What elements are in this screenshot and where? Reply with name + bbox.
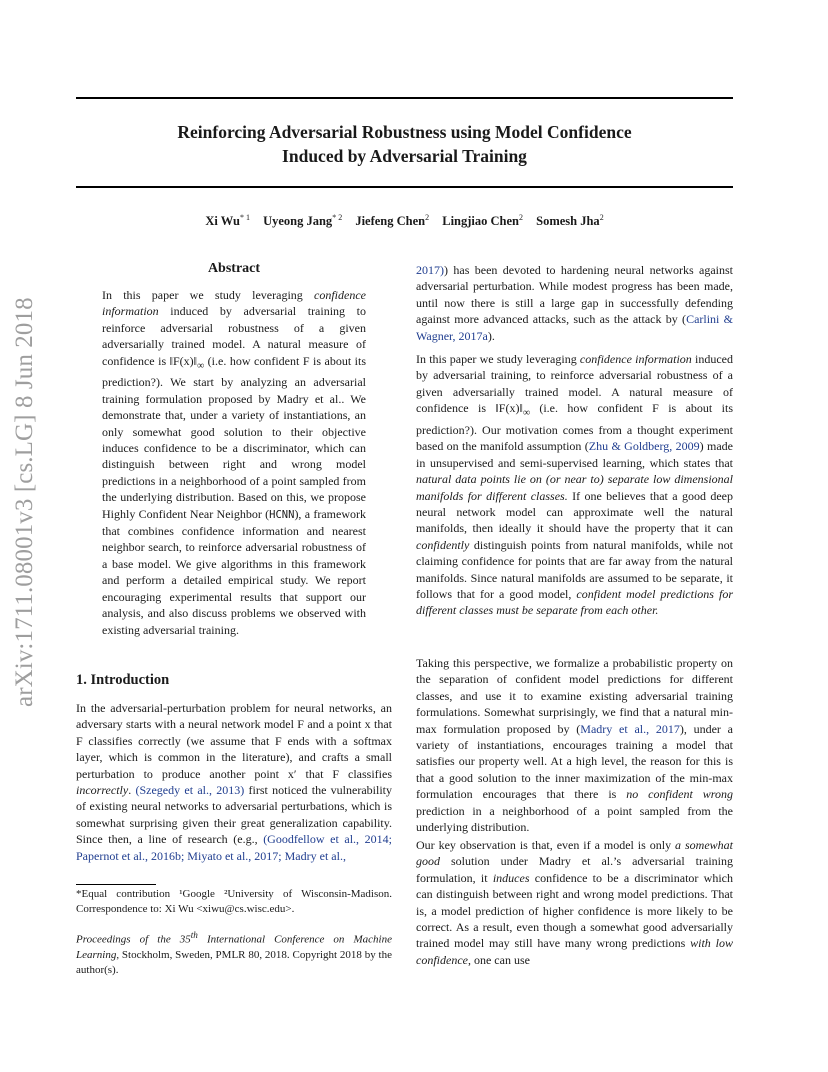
title-line-1: Reinforcing Adversarial Robustness using Model Confidence xyxy=(177,122,632,142)
citation-link[interactable]: Zhu & Goldberg, 2009 xyxy=(588,439,700,454)
citation-link[interactable]: 2017) xyxy=(416,263,444,277)
author: Uyeong Jang$^{* 2}$ xyxy=(263,213,343,229)
citation-link[interactable]: (Szegedy et al., 2013) xyxy=(135,783,245,798)
footnote-rule xyxy=(76,884,156,885)
title-line-2: Induced by Adversarial Training xyxy=(282,146,527,166)
citation-link[interactable]: Madry et al., 2017 xyxy=(580,721,680,736)
citation-link[interactable]: Carlini & Wagner, 2017a xyxy=(416,312,734,343)
citation-link[interactable]: (Goodfellow et al., 2014; Papernot et al., 2016b; Miyato et al., 2017; Madry et al., xyxy=(76,832,392,863)
top-rule xyxy=(76,97,733,99)
abstract-heading: Abstract xyxy=(207,261,261,276)
title-bottom-rule xyxy=(76,186,733,188)
author: Xi Wu$^{* 1}$ xyxy=(205,213,250,229)
footnote: *Equal contribution ¹Google ²University of Wisconsin-Madison. Correspondence to: Xi Wu <xiwu@cs.wisc.edu>. xyxy=(76,888,392,915)
proceedings-note: Proceedings of the 35th International Conference on Machine Learning, Stockholm, Sweden, PMLR 80, 2018. Copyright 2018 by the author(s). xyxy=(76,930,392,976)
section-heading: 1. Introduction xyxy=(76,672,170,688)
arxiv-stamp: arXiv:1711.08001v3 [cs.LG] 8 Jun 2018 xyxy=(11,297,38,708)
right-paragraph-2: In this paper we study leveraging confidence information induced by adversarial training, to reinforce adversarial robustness of a given adversarially trained model. A natural measure of confidence is $‖F(x)‖_\infty$ (i.e. how confident F is about its prediction?). Our motivation comes from a thought experiment based on the manifold assumption (Zhu & Goldberg, 2009) made in unsupervised and semi-supervised learning, which states that natural data points lie on (or near to) separate low dimensional manifolds for different classes. If one believes that a good deep neural network model can approximate well the natural manifolds, then ideally it should have the property that it can confidently distinguish points from natural manifolds, while not claiming confidence for points that are far away from the natural manifolds. Since natural manifolds are assumed to be separate, it follows that for a good model, confident model predictions for different classes must be separate from each other. xyxy=(416,352,733,618)
paper-title xyxy=(76,120,733,168)
author: Jiefeng Chen$^2$ xyxy=(355,213,430,229)
abstract-text: In this paper we study leveraging confidence information induced by adversarial training to reinforce adversarial robustness of a given adversarially trained model. A natural measure of confidence is $‖F(x)‖_\infty$ (i.e. how confident F is about its prediction?). We start by analyzing an adversarial training formulation proposed by Madry et al.. We demonstrate that, under a variety of instantiations, an only somewhat good solution to their objective induces confidence to be a discriminator, which can distinguish between right and wrong model predictions in a neighborhood of a point sampled from the underlying distribution. Based on this, we propose Highly Confident Near Neighbor (HCNN), a framework that combines confidence information and nearest neighbor search, to reinforce adversarial robustness of a base model. We give algorithms in this framework and perform a detailed empirical study. We report encouraging experimental results that support our analysis, and also discuss problems we observed with existing adversarial training. xyxy=(102,288,366,637)
author-list xyxy=(76,213,733,229)
author: Lingjiao Chen$^2$ xyxy=(442,213,523,229)
right-paragraph-1: 2017)) has been devoted to hardening neural networks against adversarial perturbation. While modest progress has been made, until now there is still a large gap in successfully defending against more advanced attacks, such as the attack by (Carlini & Wagner, 2017a). xyxy=(416,263,734,343)
author: Somesh Jha$^2$ xyxy=(536,213,604,229)
right-paragraph-4: Our key observation is that, even if a model is only a somewhat good solution under Madry et al.’s adversarial training formulation, it induces confidence to be a discriminator which can distinguish between right and wrong model predictions. That is, a model prediction of higher confidence is more likely to be correct. As a result, even though a somewhat good adversarially trained model may still have many wrong predictions with low confidence, one can use xyxy=(416,838,733,967)
intro-paragraph: In the adversarial-perturbation problem for neural networks, an adversary starts with a neural network model F and a point x that F classifies correctly (we assume that F ends with a softmax layer, which is common in the literature), and crafts a small perturbation to produce another point x′ that F classifies incorrectly. (Szegedy et al., 2013) first noticed the vulnerability of existing neural networks to adversarial perturbations, which is somewhat surprising given their great generalization capability. Since then, a line of research (e.g., (Goodfellow et al., 2014; Papernot et al., 2016b; Miyato et al., 2017; Madry et al., xyxy=(76,701,393,863)
right-paragraph-3: Taking this perspective, we formalize a probabilistic property on the separation of confident model predictions for different classes, and use it to examine existing adversarial training formulations. Somewhat surprisingly, we find that a natural min-max formulation proposed by (Madry et al., 2017), under a variety of instantiations, encourages training a model that satisfies our property well. At a high level, the reason for this is that a good solution to the inner maximization of the min-max formulation encourages that there is no confident wrong prediction in a neighborhood of a point sampled from the underlying distribution. xyxy=(416,656,733,835)
